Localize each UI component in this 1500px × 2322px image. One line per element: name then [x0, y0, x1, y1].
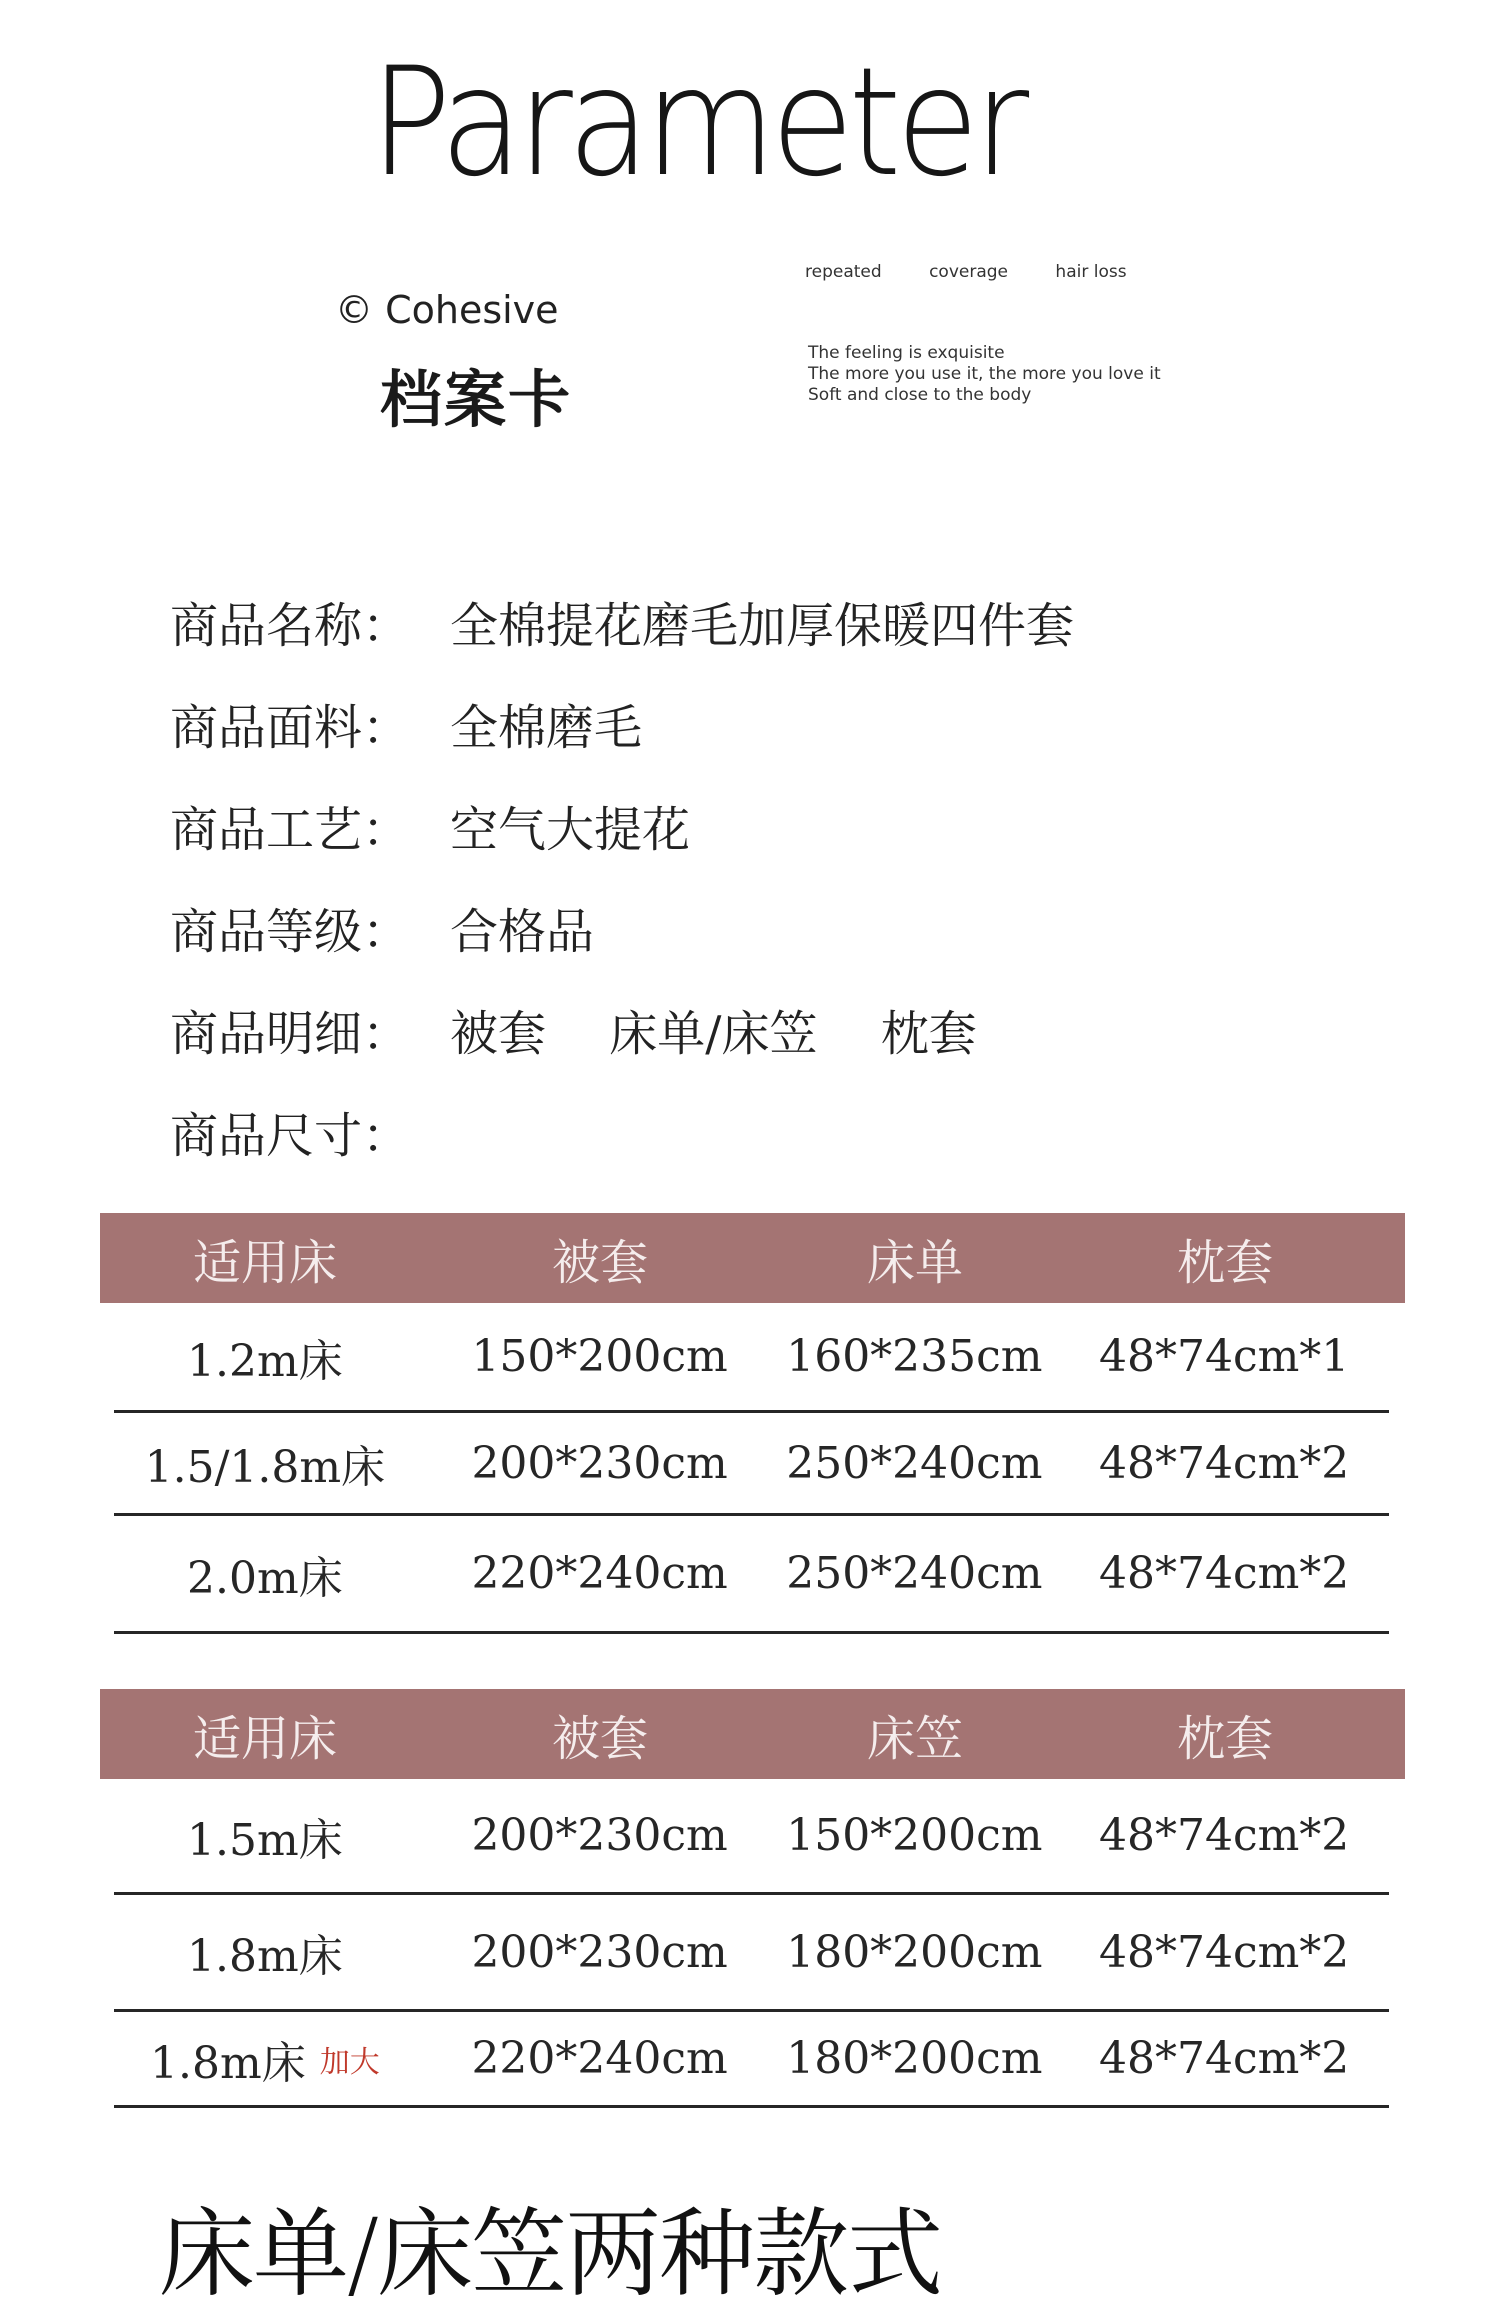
size-table-sheet — [100, 1213, 1405, 1634]
table-cell: 250*240cm — [786, 1548, 1043, 1599]
brand-logo: © Cohesive — [335, 288, 559, 332]
table-header-cell: 床笠 — [866, 1710, 963, 1767]
table-cell: 48*74cm*1 — [1098, 1331, 1350, 1382]
page-title: Parameter — [370, 36, 1024, 210]
spec-fabric — [170, 672, 1370, 774]
spec-key: 商品尺寸： — [170, 1107, 411, 1164]
table-header-cell: 床单 — [866, 1234, 963, 1291]
table-cell: 150*200cm — [471, 1331, 728, 1382]
detail-item-pillowcase: 枕套 — [880, 1005, 977, 1062]
table-cell: 250*240cm — [786, 1437, 1043, 1489]
spec-key: 商品名称： — [170, 597, 411, 654]
tag-repeated: repeated — [805, 262, 882, 282]
table-header-cell: 适用床 — [192, 1234, 337, 1291]
tag-coverage: coverage — [929, 262, 1009, 282]
table-cell: 1.5m床 — [187, 1814, 343, 1866]
spec-craft — [170, 774, 1370, 876]
table-cell: 220*240cm — [471, 2033, 728, 2084]
slogan-line: The feeling is exquisite — [808, 343, 1005, 363]
spec-value — [450, 995, 1025, 1064]
size-table-fitted-sheet — [100, 1689, 1405, 2108]
table-cell: 2.0m床 — [187, 1552, 343, 1604]
table-cell: 48*74cm*2 — [1098, 2033, 1350, 2084]
table-cell: 180*200cm — [786, 1926, 1043, 1978]
table-header-cell: 枕套 — [1176, 1234, 1273, 1291]
table-cell: 48*74cm*2 — [1098, 1548, 1350, 1599]
table-cell: 150*200cm — [786, 1810, 1043, 1861]
table-row — [114, 1303, 1389, 1413]
table-cell: 1.2m床 — [187, 1335, 343, 1387]
table-cell: 48*74cm*2 — [1098, 1926, 1350, 1978]
table-header-cell: 被套 — [551, 1710, 648, 1767]
spec-list — [170, 570, 1370, 1182]
spec-detail — [170, 978, 1370, 1080]
spec-value: 合格品 — [450, 903, 595, 960]
spec-key: 商品明细： — [170, 1005, 411, 1062]
bed-size-label: 1.8m床 — [150, 2037, 306, 2089]
table-header-cell: 适用床 — [192, 1710, 337, 1767]
tag-hair-loss: hair loss — [1055, 262, 1127, 282]
table-row — [114, 1516, 1389, 1634]
table-cell: 48*74cm*2 — [1098, 1437, 1350, 1489]
spec-name — [170, 570, 1370, 672]
table-header-cell: 枕套 — [1176, 1710, 1273, 1767]
spec-key: 商品等级： — [170, 903, 411, 960]
spec-size — [170, 1080, 1370, 1182]
table-cell: 48*74cm*2 — [1098, 1810, 1350, 1861]
spec-value: 空气大提花 — [450, 801, 691, 858]
table-cell: 200*230cm — [471, 1810, 728, 1861]
slogan-line: The more you use it, the more you love it — [808, 364, 1161, 384]
spec-grade — [170, 876, 1370, 978]
table-cell: 200*230cm — [471, 1437, 728, 1489]
table-row — [114, 1779, 1389, 1895]
table-cell: 200*230cm — [471, 1926, 728, 1978]
table-cell: 220*240cm — [471, 1548, 728, 1599]
footer-caption: 床单/床笠两种款式 — [158, 2198, 942, 2310]
spec-key: 商品工艺： — [170, 801, 411, 858]
detail-item-duvet: 被套 — [450, 1005, 547, 1062]
spec-value: 全棉提花磨毛加厚保暖四件套 — [450, 597, 1075, 654]
table-row — [114, 1413, 1389, 1516]
detail-item-sheet: 床单/床笠 — [609, 1005, 818, 1062]
table-header — [100, 1689, 1405, 1779]
table-cell — [100, 2027, 430, 2091]
table-cell: 1.8m床 — [187, 1931, 343, 1982]
table-row — [114, 1895, 1389, 2012]
spec-key: 商品面料： — [170, 699, 411, 756]
table-row — [114, 2012, 1389, 2108]
table-cell: 1.5/1.8m床 — [144, 1442, 386, 1493]
card-title: 档案卡 — [380, 363, 573, 436]
table-header — [100, 1213, 1405, 1303]
table-cell: 180*200cm — [786, 2033, 1043, 2084]
table-cell: 160*235cm — [786, 1331, 1043, 1382]
slogan-line: Soft and close to the body — [808, 385, 1032, 405]
feature-tags — [805, 262, 1169, 282]
spec-value: 全棉磨毛 — [450, 699, 643, 756]
slogan — [808, 343, 1161, 406]
table-header-cell: 被套 — [551, 1234, 648, 1291]
oversize-badge: 加大 — [319, 2044, 380, 2080]
